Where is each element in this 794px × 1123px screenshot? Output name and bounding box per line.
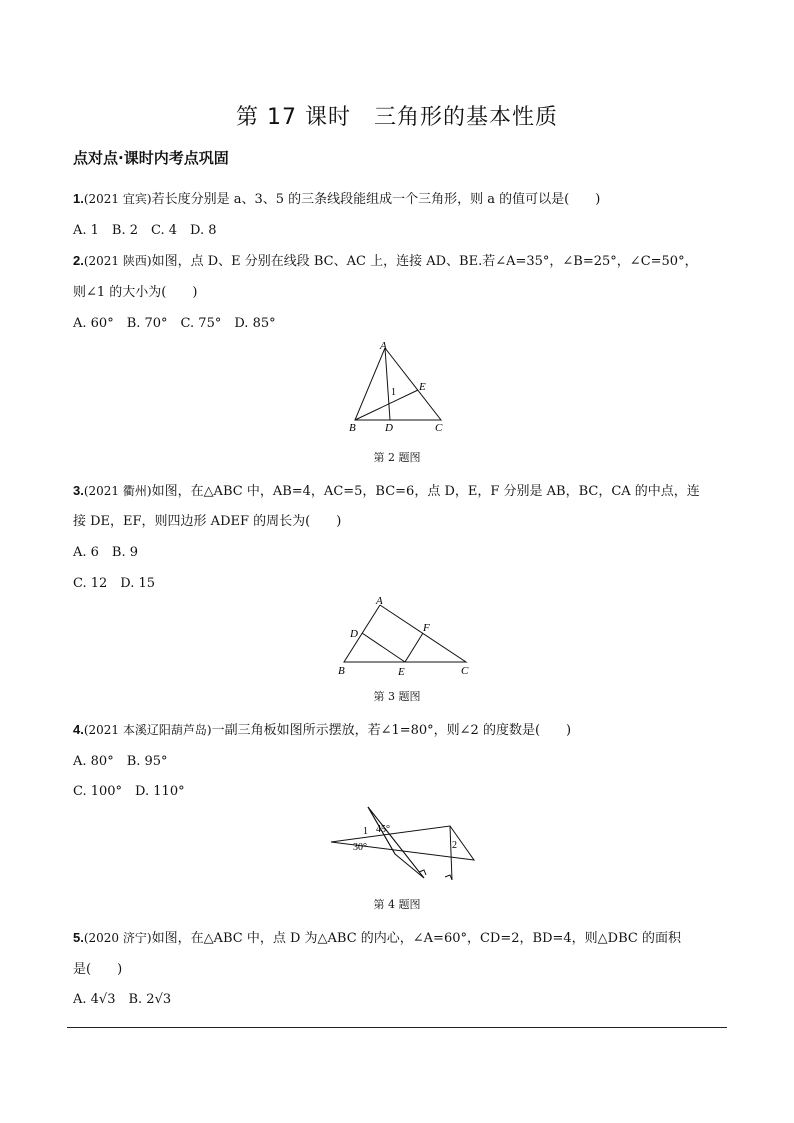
footer-rule: [67, 1027, 727, 1028]
question-text: 一副三角板如图所示摆放，若∠1=80°，则∠2 的度数是( ): [211, 723, 572, 738]
angle-1-label: 1: [391, 387, 396, 398]
question-number: 2.: [73, 253, 84, 268]
question-number: 1.: [73, 191, 84, 206]
label-d: D: [350, 628, 358, 640]
question-2-stem-cont: 则∠1 的大小为( ): [73, 285, 198, 300]
label-b: B: [349, 422, 356, 434]
question-number: 5.: [73, 930, 84, 945]
label-b: B: [338, 665, 345, 677]
figure-3: [330, 593, 480, 683]
question-3-stem-cont: 接 DE，EF，则四边形 ADEF 的周长为( ): [73, 514, 342, 529]
question-2-stem: [73, 250, 698, 269]
question-5-options: A. 4√3 B. 2√3: [73, 992, 172, 1007]
edge-ab: [368, 807, 424, 878]
segment-ad: [385, 348, 390, 420]
section-heading: 点对点·课时内考点巩固: [73, 149, 229, 167]
figure-2: [330, 338, 470, 438]
label-e: E: [419, 381, 426, 393]
segment-ef: [405, 633, 423, 662]
angle-45-label: 45°: [376, 824, 390, 835]
question-1-options: A. 1 B. 2 C. 4 D. 8: [73, 223, 217, 238]
question-3-options-row2: C. 12 D. 15: [73, 576, 156, 591]
question-source: (2020 济宁): [83, 931, 152, 945]
angle-1-label: 1: [363, 826, 368, 837]
label-c: C: [461, 665, 469, 677]
question-4-options-row1: A. 80° B. 95°: [73, 754, 168, 769]
question-text: 如图，点 D、E 分别在线段 BC、AC 上，连接 AD、BE.若∠A=35°，∠B=25°，∠C=50°，: [151, 254, 698, 269]
page-title: 第 17 课时 三角形的基本性质: [236, 105, 558, 130]
segment-be: [355, 390, 418, 420]
figure-3-caption: 第 3 题图: [373, 690, 421, 703]
figure-2-caption: 第 2 题图: [373, 451, 421, 464]
label-f: F: [423, 622, 430, 634]
label-e: E: [398, 666, 405, 678]
figure-4: [328, 802, 478, 884]
edge-right: [450, 826, 452, 880]
question-text: 若长度分别是 a、3、5 的三条线段能组成一个三角形，则 a 的值可以是( ): [151, 192, 601, 207]
angle-30-label: 30°: [353, 842, 367, 853]
question-5-stem-cont: 是( ): [73, 962, 123, 977]
question-source: (2021 陕西): [83, 254, 152, 268]
question-number: 4.: [73, 722, 84, 737]
question-3-stem: [73, 480, 700, 499]
question-text: 如图，在△ABC 中，点 D 为△ABC 的内心，∠A=60°，CD=2，BD=4，则△DBC 的面积: [151, 931, 681, 946]
question-4-stem: [73, 719, 571, 738]
question-source: (2021 宜宾): [83, 192, 152, 206]
question-5-stem: [73, 927, 681, 946]
question-text: 如图，在△ABC 中，AB=4，AC=5，BC=6，点 D，E，F 分别是 AB，BC，CA 的中点，连: [151, 484, 700, 499]
question-2-options: A. 60° B. 70° C. 75° D. 85°: [73, 316, 276, 331]
question-source: (2021 本溪辽阳葫芦岛): [83, 723, 212, 737]
label-c: C: [435, 422, 443, 434]
triangle-abc: [355, 348, 441, 420]
figure-4-caption: 第 4 题图: [373, 898, 421, 911]
question-1-stem: [73, 188, 600, 207]
question-3-options-row1: A. 6 B. 9: [73, 545, 139, 560]
label-a: A: [376, 595, 383, 607]
label-a: A: [380, 340, 387, 352]
label-d: D: [385, 422, 393, 434]
segment-de: [362, 633, 405, 662]
angle-2-label: 2: [452, 840, 457, 851]
question-source: (2021 衢州): [83, 484, 152, 498]
question-number: 3.: [73, 483, 84, 498]
right-angle-mark-2: [445, 875, 452, 880]
question-4-options-row2: C. 100° D. 110°: [73, 784, 185, 799]
